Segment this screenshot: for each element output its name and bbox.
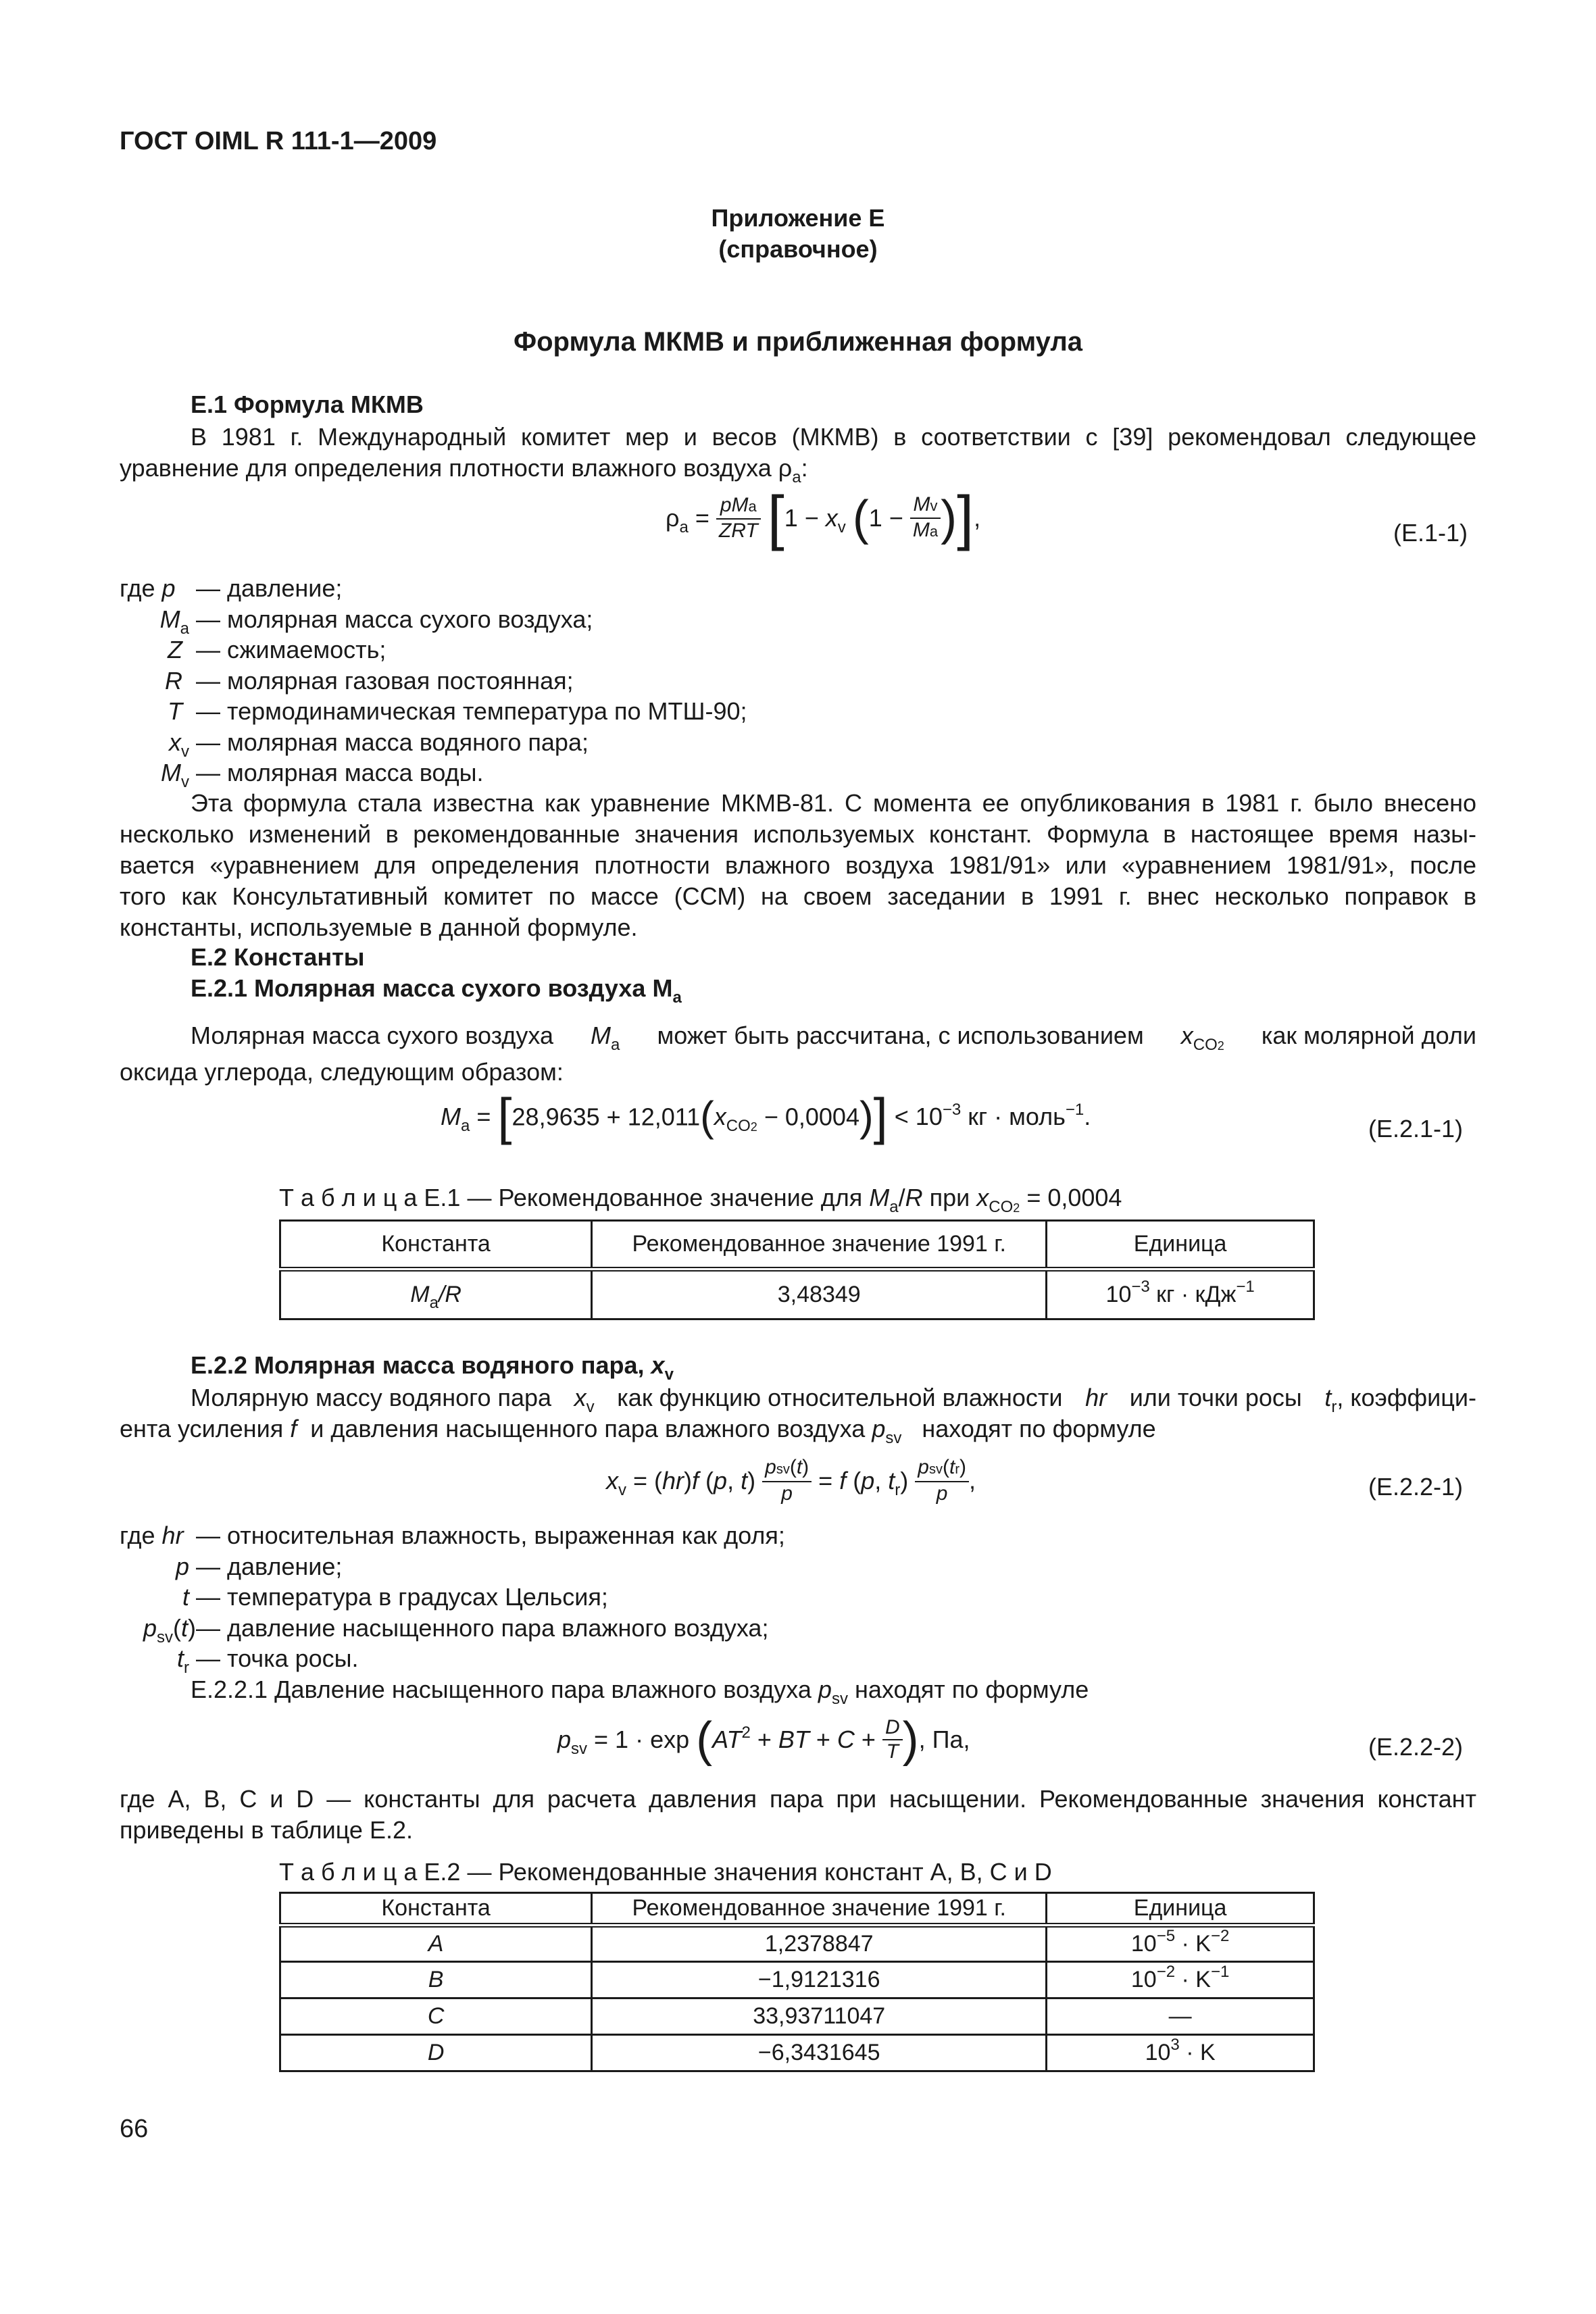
table-cell-unit: $10^{-5} \cdot K^{-2}$ [1047,1926,1314,1962]
e1-paragraph-line5: константы, используемые в данной формуле. [120,913,638,941]
e1-defs [120,573,747,791]
table-header-cell: Константа [280,1221,592,1269]
table-cell-constant: B [280,1962,592,1998]
e1-intro-line1: В 1981 г. Международный комитет мер и весов (МКМВ) в соответствии с [39] рекомендовал следующее [191,423,1476,451]
def-row: где p — давление; [120,574,343,602]
table-header-cell: Единица [1047,1893,1314,1926]
equation-number-e21-1: (Е.2.1-1) [1368,1115,1464,1142]
table-header-row [280,1221,1314,1269]
table-header-cell: Константа [280,1893,592,1926]
table-cell-unit: $10^3 \cdot K$ [1047,2035,1314,2071]
table-cell-unit: — [1047,1998,1314,2035]
table-header-cell: Единица [1047,1221,1314,1269]
annex-title: Приложение Е [711,204,885,232]
e1-paragraph-line1: Эта формула стала известна как уравнение МКМВ-81. С момента ее опубликования в 1981 г. было внесено [191,789,1476,817]
e1-paragraph-line3: вается «уравнением для определения плотности влажного воздуха 1981/91» или «уравнением 1981/91», после [120,851,1476,879]
table2-caption: Т а б л и ц а Е.2 — Рекомендованные значения констант A, B, C и D [279,1858,1052,1886]
e22-paragraph-line1: Молярную массу водяного пара $x_v$ как функцию относительной влажности hr или точки росы $t_r$, коэффици- [191,1384,1476,1416]
document-code: ГОСТ OIML R 111-1—2009 [120,127,437,155]
def-row: $t_r$ — точка росы. [176,1644,359,1677]
table-cell-constant: $M_a/R$ [280,1269,592,1319]
table-cell-value: 3,48349 [592,1269,1047,1319]
section-e21-heading: Е.2.1 Молярная масса сухого воздуха $M_a$ [191,974,682,1007]
table-e1 [279,1219,1315,1320]
table-cell-unit: $10^{-3}$ кг · кДж$^{-1}$ [1047,1269,1314,1319]
def-row: p — давление; [175,1552,343,1580]
def-row: Z — сжимаемость; [167,636,386,663]
e22-defs [120,1520,785,1677]
table-row [280,1962,1314,1998]
table-cell-constant: C [280,1998,592,2035]
section-e2-heading: Е.2 Константы [191,943,365,971]
e221-after-line1: где A, B, C и D — константы для расчета давления пара при насыщении. Рекомендованные значения констант [120,1785,1476,1813]
equation-number-e1-1: (Е.1-1) [1393,519,1468,547]
table-cell-value: 33,93711047 [592,1998,1047,2035]
table-cell-constant: A [280,1926,592,1962]
table-cell-value: 1,2378847 [592,1926,1047,1962]
equation-number-e22-2: (Е.2.2-2) [1368,1733,1464,1761]
e221-heading: Е.2.2.1 Давление насыщенного пара влажного воздуха $p_{sv}$ находят по формуле [191,1676,1089,1708]
annex-subtitle: (справочное) [718,235,878,263]
e221-after-line2: приведены в таблице Е.2. [120,1816,413,1844]
e21-paragraph-line2: оксида углерода, следующим образом: [120,1058,564,1086]
table-cell-constant: D [280,2035,592,2071]
table-row [280,1926,1314,1962]
e1-intro-line2: уравнение для определения плотности влажного воздуха $\rho_a$: [120,454,808,486]
e22-paragraph-line2: ента усиления f и давления насыщенного пара влажного воздуха $p_{sv}$ находят по формуле [120,1415,1156,1447]
equation-number-e22-1: (Е.2.2-1) [1368,1473,1464,1501]
table-header-row [280,1893,1314,1926]
equation-e22-2: $p_{sv} = 1 \cdot \exp (AT^2$ + BT + C + $\frac{D}{T}$ ), Па, [557,1713,970,1767]
table-header-cell: Рекомендованное значение 1991 г. [592,1221,1047,1269]
def-row: $x_v$ — молярная масса водяного пара; [168,728,589,761]
section-e1-heading: Е.1 Формула МКМВ [191,391,424,418]
e21-paragraph-line1: Молярная масса сухого воздуха $M_a$ может быть рассчитана, с использованием $x_{CO2}$ как молярной доли [191,1022,1476,1054]
e1-paragraph-line2: несколько изменений в рекомендованные значения используемых констант. Формула в настоящее время назы- [120,820,1476,848]
def-row: t — температура в градусах Цельсия; [182,1583,608,1611]
table-e2 [279,1892,1315,2072]
table-row [280,2035,1314,2071]
section-e22-heading: Е.2.2 Молярная масса водяного пара, $x_v$ [191,1351,674,1384]
def-row: $p_{sv}(t)—$ давление насыщенного пара влажного воздуха; [143,1613,769,1646]
def-row: R — молярная газовая постоянная; [164,666,574,695]
main-title: Формула МКМВ и приближенная формула [513,327,1083,357]
table-cell-value: −1,9121316 [592,1962,1047,1998]
table-cell-value: −6,3431645 [592,2035,1047,2071]
table-header-cell: Рекомендованное значение 1991 г. [592,1893,1047,1926]
table-row [280,1998,1314,2035]
def-row: $M_a$ — молярная масса сухого воздуха; [159,605,593,638]
def-row: T — термодинамическая температура по МТШ-90; [167,697,747,725]
def-row: где hr — относительная влажность, выраженная как доля; [120,1521,785,1549]
equation-e22-1: $x_v = (hr)f$ (p, t) $\frac{\text{psv(t)}}{p}$ = f (p, $t_r$) $\frac{\text{psv(tr)}}{p}$ , [606,1456,976,1505]
e1-paragraph-line4: того как Консультативный комитет по массе (ССМ) на своем заседании в 1991 г. внес несколько поправок в [120,882,1476,910]
def-row: $M_v$ — молярная масса воды. [160,759,484,791]
equation-e21-1: $M_a = [28,9635 + 12,011(x_{CO2} - 0,0004)] < 10^{-3}$ кг · моль$^{-1}$. [441,1088,1091,1146]
table-cell-unit: $10^{-2} \cdot K^{-1}$ [1047,1962,1314,1998]
table1-caption: Т а б л и ц а Е.1 — Рекомендованное значение для $M_a/R$ при $x_{CO2} = 0,0004$ [279,1184,1122,1216]
table-row [280,1269,1314,1319]
page-number: 66 [120,2115,149,2143]
equation-e1-1: $\rho_a$ = $\frac{\text{pMa}}{\text{ZRT}}$ [$1 - x_v$ (1 − $\frac{Mv}{Ma}$ )], [666,484,981,552]
